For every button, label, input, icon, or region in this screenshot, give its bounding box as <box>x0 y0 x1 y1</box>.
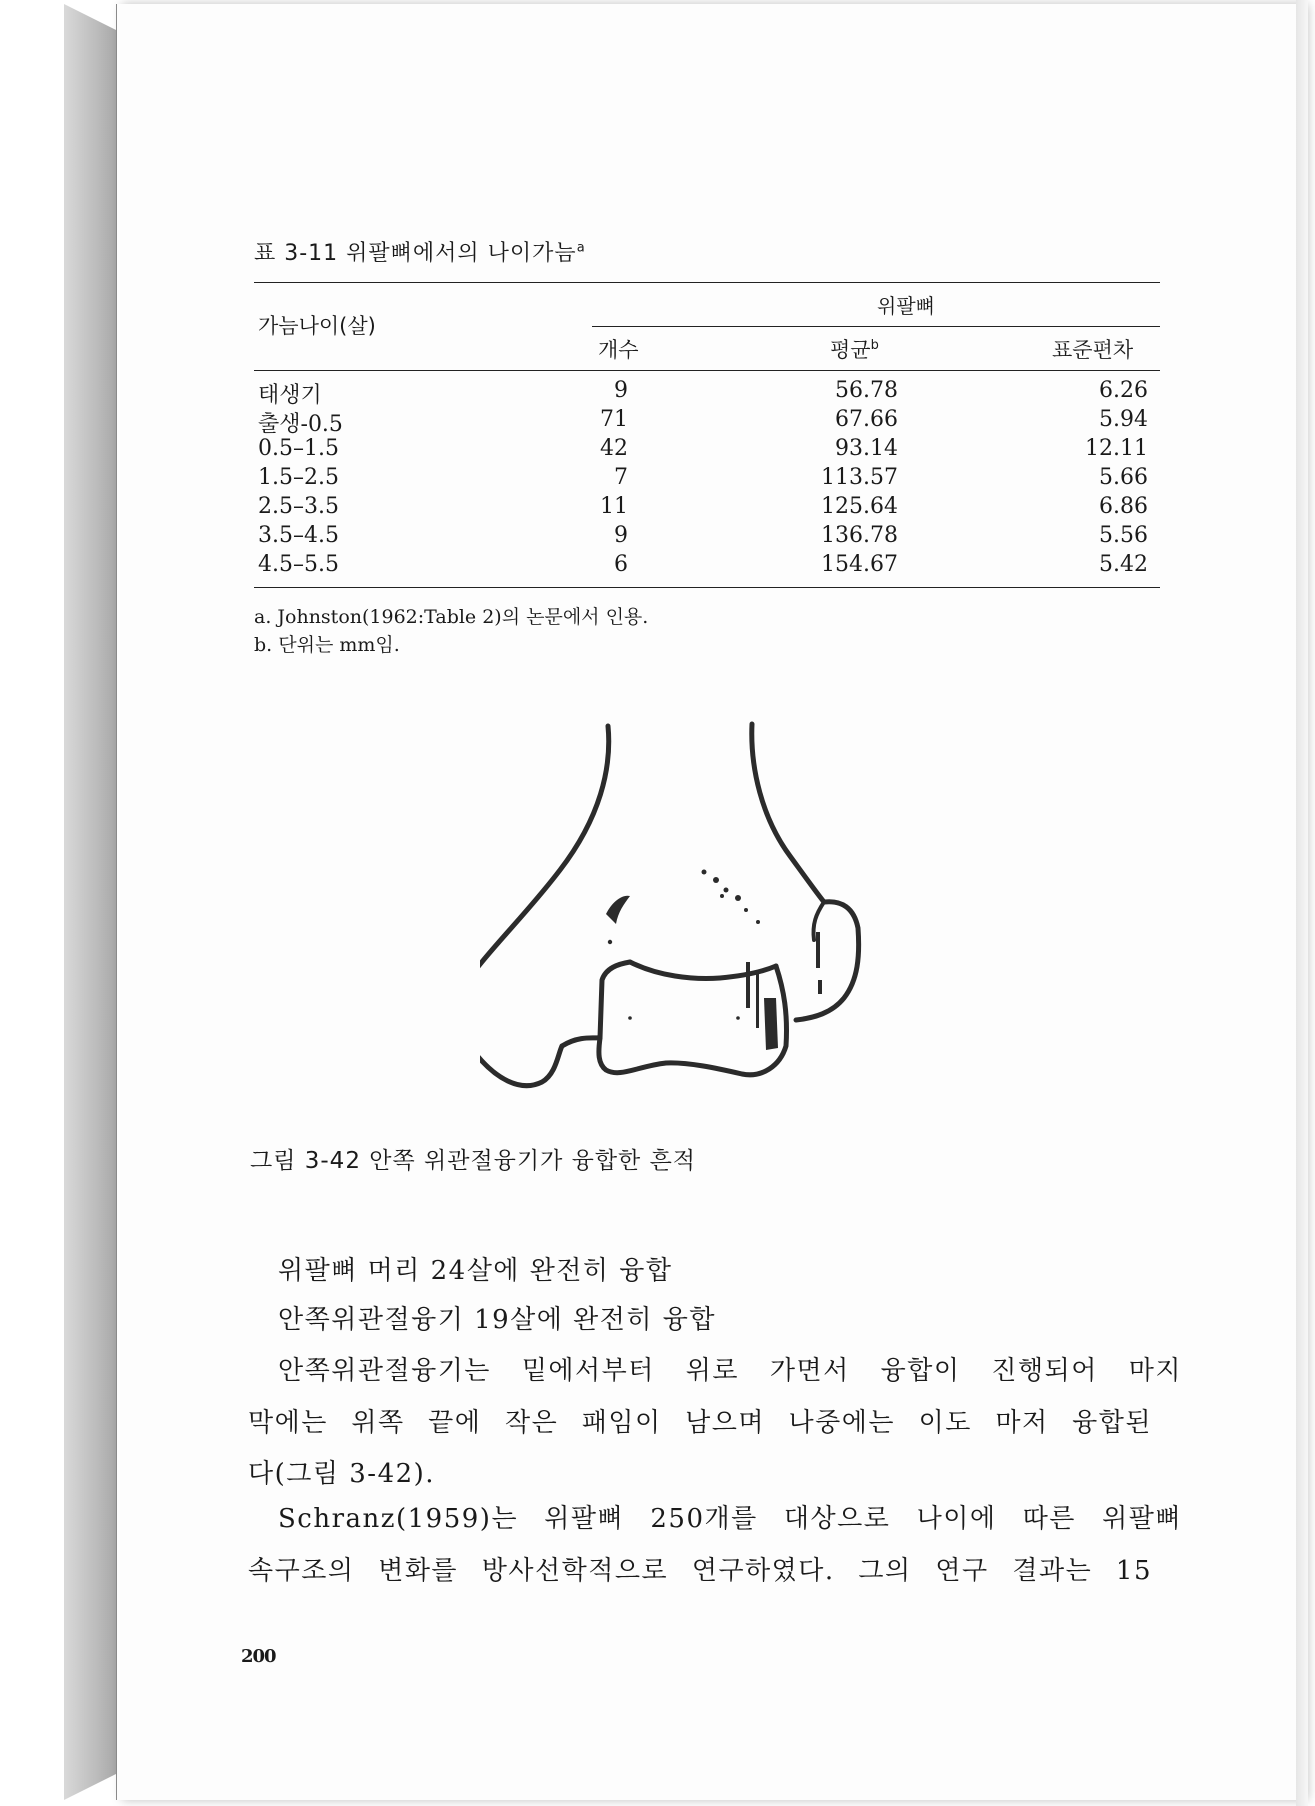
cell-sd: 6.26 <box>1099 378 1148 403</box>
col-header-mean <box>830 334 879 364</box>
group-rule <box>592 326 1160 327</box>
spine-top-edge <box>64 4 116 30</box>
cell-age: 출생-0.5 <box>258 412 343 437</box>
cell-mean: 113.57 <box>821 465 898 490</box>
cell-mean: 136.78 <box>821 523 898 548</box>
col-header-count: 개수 <box>598 338 639 362</box>
figure-caption: 그림 3-42 안쪽 위관절융기가 융합한 흔적 <box>250 1148 697 1174</box>
cell-count: 42 <box>600 436 628 461</box>
body-line-7: 속구조의 변화를 방사선학적으로 연구하였다. 그의 연구 결과는 15 <box>248 1556 1152 1586</box>
cell-sd: 6.86 <box>1099 494 1148 519</box>
cell-age: 3.5–4.5 <box>258 523 339 548</box>
header-rule <box>254 370 1160 371</box>
table-row <box>254 378 1160 407</box>
table-row <box>254 523 1160 552</box>
body-line-4: 막에는 위쪽 끝에 작은 패임이 남으며 나중에는 이도 마저 융합된 <box>248 1408 1152 1438</box>
column-group-header: 위팔뼈 <box>877 294 935 318</box>
cell-sd: 5.94 <box>1099 407 1148 432</box>
table-bottom-rule <box>254 587 1160 588</box>
page-edge <box>1296 0 1308 1806</box>
mean-footnote-mark: b <box>870 338 879 353</box>
cell-age: 2.5–3.5 <box>258 494 339 519</box>
cell-mean: 67.66 <box>835 407 898 432</box>
table-title-footnote-mark: a <box>576 240 586 256</box>
spine-bottom-edge <box>64 1774 116 1800</box>
cell-sd: 5.56 <box>1099 523 1148 548</box>
cell-mean: 154.67 <box>821 552 898 577</box>
cell-sd: 12.11 <box>1085 436 1148 461</box>
cell-sd: 5.66 <box>1099 465 1148 490</box>
body-line-1: 위팔뼈 머리 24살에 완전히 융합 <box>278 1256 673 1286</box>
row-header: 가늠나이(살) <box>258 314 376 338</box>
cell-mean: 125.64 <box>821 494 898 519</box>
table-note-a: a. Johnston(1962:Table 2)의 논문에서 인용. <box>254 606 649 628</box>
cell-sd: 5.42 <box>1099 552 1148 577</box>
cell-age: 1.5–2.5 <box>258 465 339 490</box>
table-row <box>254 465 1160 494</box>
page-number: 200 <box>241 1646 276 1667</box>
cell-count: 6 <box>614 552 628 577</box>
table-row <box>254 552 1160 581</box>
body-line-2: 안쪽위관절융기 19살에 완전히 융합 <box>278 1305 717 1335</box>
table-title-text: 표 3-11 위팔뼈에서의 나이가늠 <box>254 241 577 266</box>
cell-mean: 56.78 <box>835 378 898 403</box>
table-title <box>254 236 586 267</box>
table-note-b: b. 단위는 mm임. <box>254 634 400 656</box>
col-header-mean-text: 평균 <box>830 338 871 362</box>
cell-age: 0.5–1.5 <box>258 436 339 461</box>
table-row <box>254 494 1160 523</box>
humerus-distal-illustration <box>480 718 910 1108</box>
cell-mean: 93.14 <box>835 436 898 461</box>
body-line-5: 다(그림 3-42). <box>248 1459 436 1489</box>
cell-count: 7 <box>614 465 628 490</box>
body-line-6: Schranz(1959)는 위팔뼈 250개를 대상으로 나이에 따른 위팔뼈 <box>278 1504 1182 1534</box>
cell-age: 4.5–5.5 <box>258 552 339 577</box>
col-header-sd: 표준편차 <box>1052 338 1134 362</box>
body-line-3: 안쪽위관절융기는 밑에서부터 위로 가면서 융합이 진행되어 마지 <box>278 1356 1182 1386</box>
cell-count: 9 <box>614 378 628 403</box>
table-top-rule <box>254 282 1160 283</box>
table-row <box>254 407 1160 436</box>
cell-count: 9 <box>614 523 628 548</box>
table-row <box>254 436 1160 465</box>
book-spine <box>64 4 116 1800</box>
cell-age: 태생기 <box>258 383 322 408</box>
cell-count: 11 <box>600 494 628 519</box>
cell-count: 71 <box>600 407 628 432</box>
